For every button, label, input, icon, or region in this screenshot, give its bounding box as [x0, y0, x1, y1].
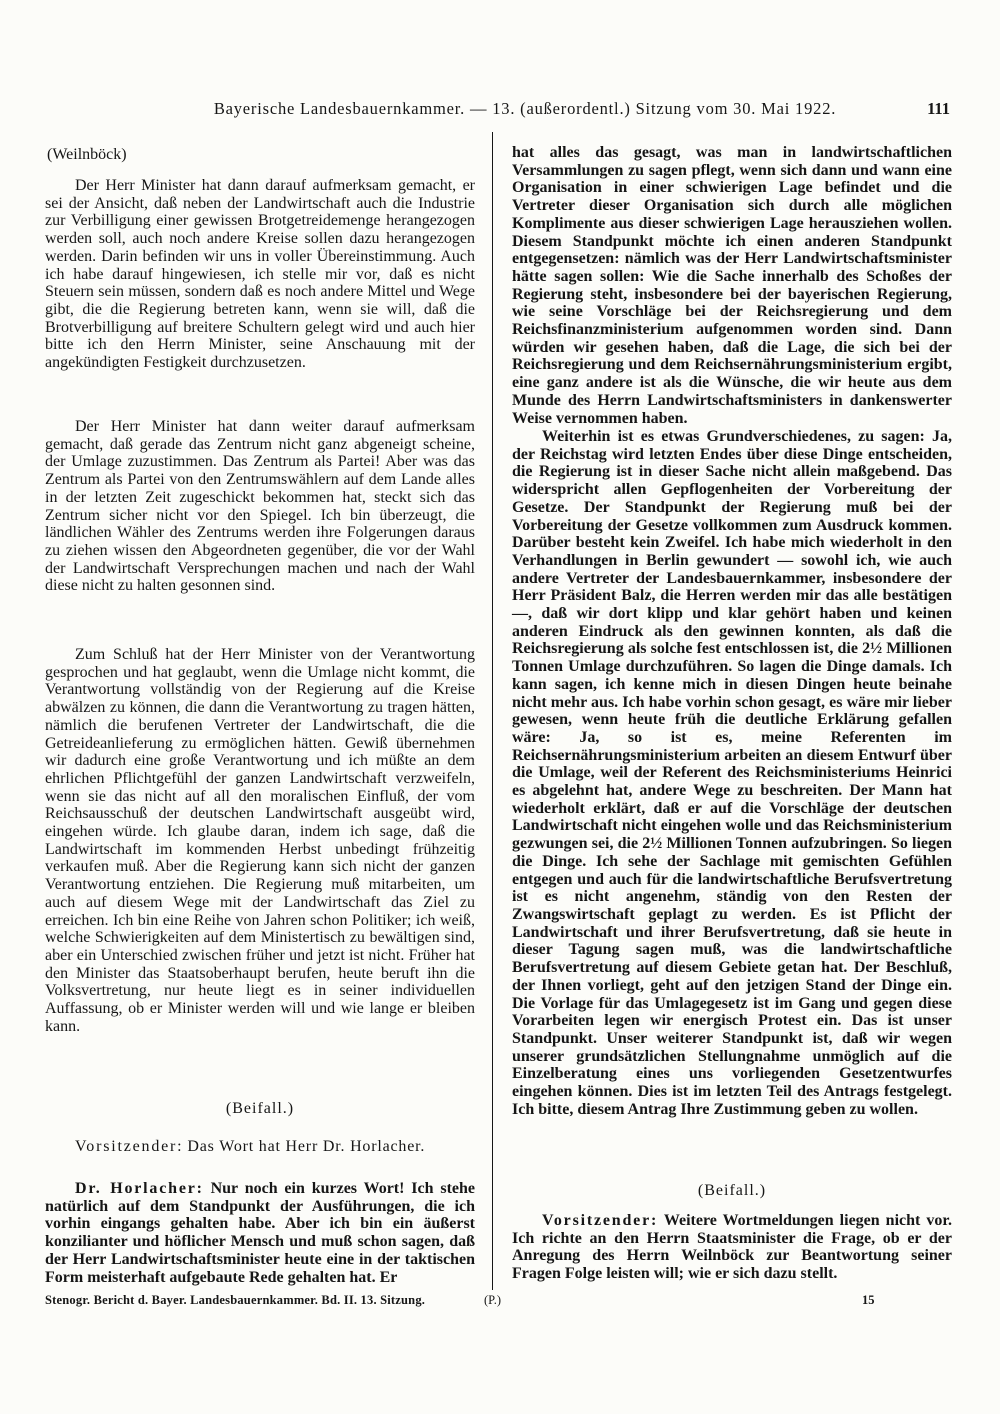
horlacher-speaker-name: Dr. Horlacher: — [75, 1180, 204, 1197]
speaker-tag: (Weilnböck) — [47, 146, 127, 163]
left-paragraph-1: Der Herr Minister hat dann darauf aufmerksam gemacht, er sei der Ansicht, daß neben der Landwirtschaft auch die Industrie zur Verbilligung einer gewissen Brotgetreidemenge herangezogen werden soll, auch noch andere Kreise sollen dazu herangezogen werden. Darin befinden wir uns in voller Übereinstimmung. Auch ich habe darauf hingewiesen, ich stelle mir vor, daß es nicht Steuern sein müssen, sondern daß es noch andere Mittel und Wege gibt, die die Regierung betreten kann, wenn sie will, daß die Brotverbilligung auf breitere Schultern gelegt wird und auch hier bitte ich den Herrn Minister, seine Anschauung mit der angekündigten Festigkeit durchzusetzen. — [45, 177, 475, 372]
chair-remark-right — [512, 1212, 952, 1283]
chair-speaker-name: Vorsitzender: — [75, 1138, 184, 1155]
horlacher-speech-text: Nur noch ein kurzes Wort! Ich stehe natürlich auf dem Standpunkt der Ausführungen, die ich vorhin eingangs gehalten habe. Aber ich bin ein äußerst konzilianter und höflicher Mensch und muß schon sagen, daß der Herr Landwirtschaftsminister heute eine in der taktischen Form meisterhaft aufgebaute Rede gehalten hat. Er — [45, 1180, 476, 1286]
right-applause-block — [512, 1182, 952, 1200]
running-header-title: Bayerische Landesbauernkammer. — 13. (außerordentl.) Sitzung vom 30. Mai 1922. — [213, 99, 837, 118]
left-applause-block — [45, 1100, 475, 1118]
left-chair-block — [45, 1138, 475, 1156]
right-paragraph-2-block — [512, 428, 952, 1118]
right-paragraph-1: hat alles das gesagt, was man in landwirtschaftlichen Versammlungen zu sagen pflegt, wenn sich dann und wann eine Organisation in einer schwierigen Lage befindet und die Vertreter dieser Organisation sich durch alle möglichen Komplimente aus dieser schwierigen Lage herausziehen wollen. Diesem Standpunkt möchte ich einen anderen Standpunkt entgegensetzen: nämlich was der Herr Landwirtschaftsminister hätte sagen sollen: Wie die Sache innerhalb des Schoßes der Regierung steht, insbesondere bei der bayerischen Regierung, wie seine Vorschläge bei der Reichsregierung und dem Reichsfinanzministerium aufgenommen worden sind. Dann würden wir gesehen haben, daß die Lage, die sich bei der Reichsregierung und dem Reichsernährungsministerium ergibt, eine ganz andere ist als die Wünsche, die wir heute aus dem Munde des Herrn Landwirtschaftsministers in dankenswerter Weise vernommen haben. — [512, 144, 952, 427]
chair-remark-left — [45, 1138, 475, 1156]
left-horlacher-block — [45, 1180, 475, 1286]
left-paragraph-2-block — [45, 418, 475, 595]
right-chair-block — [512, 1212, 952, 1283]
right-paragraph-1-block — [512, 144, 952, 427]
left-column-speaker-tag-block — [45, 146, 475, 164]
applause-note-right: (Beifall.) — [697, 1182, 767, 1199]
footer-printer-mark: (P.) — [484, 1293, 502, 1307]
left-paragraph-1-block — [45, 177, 475, 372]
left-paragraph-2: Der Herr Minister hat dann weiter darauf aufmerksam gemacht, daß gerade das Zentrum nicht ganz abgeneigt scheine, der Umlage zuzustimmen. Das Zentrum als Partei! Aber was das Zentrum als Partei von den Zentrumswählern auf dem Lande alles in der letzten Zeit zugeschickt bekommen hat, steckt sich das Zentrum sicher nicht vor den Spiegel. Ich bin überzeugt, die ländlichen Wähler des Zentrums werden ihre Folgerungen daraus zu ziehen wissen den Abgeordneten gegenüber, die vor der Wahl der Landwirtschaft Versprechungen machen und nach der Wahl diese nicht zu halten gesonnen sind. — [45, 418, 475, 595]
left-paragraph-3: Zum Schluß hat der Herr Minister von der Verantwortung gesprochen und hat geglaubt, wenn die Umlage nicht kommt, die Verantwortung vollständig von der Regierung auf die Kreise abwälzen zu können, die dann die Verantwortung zu tragen hätten, nämlich die berufenen Vertreter der Landwirtschaft, die die Getreideanlieferung zu ermöglichen hätten. Gewiß übernehmen wir dadurch eine große Verantwortung und ich müßte an dem ehrlichen Pflichtgefühl der ganzen Landwirtschaft verzweifeln, wenn sie das nicht auf all den moralischen Einfluß, der vom Reichsausschuß der deutschen Landwirtschaft ausgeübt wird, eingehen würde. Ich glaube daran, indem ich sage, daß die Landwirtschaft im kommenden Herbst unbedingt frühzeitig verkaufen muß. Aber die Regierung kann sich nicht der ganzen Verantwortung entziehen. Die Regierung muß mitarbeiten, um auch auf diesem Wege mit der Landwirtschaft das Ziel zu erreichen. Ich bin eine Reihe von Jahren schon Politiker; ich weiß, welche Schwierigkeiten auf dem Ministertisch zu bewältigen sind, aber ein Unterschied zwischen früher und jetzt ist nicht. Früher hat den Minister das Staatsoberhaupt berufen, heute beruft ihn die Volksvertretung, nur heute liegt es in seiner individuellen Auffassung, ob er Minister werden will und wie lange er bleiben kann. — [45, 646, 475, 1035]
chair-speaker-name-right: Vorsitzender: — [542, 1212, 659, 1229]
footer-source-line: Stenogr. Bericht d. Bayer. Landesbauernkammer. Bd. II. 13. Sitzung. — [45, 1293, 426, 1307]
applause-note-left: (Beifall.) — [225, 1100, 295, 1117]
left-paragraph-3-block — [45, 646, 475, 1035]
chair-remark-text-right: Weitere Wortmeldungen liegen nicht vor. Ich richte an den Herrn Staatsminister die Frage, ob er der Anregung des Herrn Weilnböck zur Beantwortung seiner Fragen Folge leisten will; wie er sich dazu stellt. — [512, 1212, 952, 1283]
footer-sheet-number: 15 — [862, 1293, 875, 1307]
column-divider — [492, 132, 493, 1290]
horlacher-speech — [45, 1180, 475, 1286]
right-paragraph-2: Weiterhin ist es etwas Grundverschiedenes, zu sagen: Ja, der Reichstag wird letzten Endes über diese Dinge entscheiden, die Regierung ist in dieser Sache nicht allein maßgebend. Das widerspricht allen Gepflogenheiten der Vorbereitung der Gesetze. Der Standpunkt der Regierung muß bei der Vorbereitung der Gesetze vollkommen zum Ausdruck kommen. Darüber besteht kein Zweifel. Ich habe mich wiederholt in den Verhandlungen in Berlin gewundert — sowohl ich, wie auch andere Vertreter der Landesbauernkammer, insbesondere der Herr Präsident Balz, die Herren werden mir das alle bestätigen —, daß wir dort klipp und klar gehört haben und keinen anderen Eindruck als den gewinnen konnten, als daß die Reichsregierung als solche fest entschlossen ist, die 2½ Millionen Tonnen Umlage durchzuführen. So lagen die Dinge damals. Ich kann sagen, ich kenne mich in diesen Dingen heute beinahe nicht mehr aus. Ich habe vorhin schon gesagt, es wäre mir lieber gewesen, wenn heute früh die deutliche Erklärung gefallen wäre: Ja, so ist es, meine Referenten im Reichsernährungsministerium arbeiten an diesem Entwurf über die Umlage, weil der Referent des Reichsministeriums Heinrici es abgelehnt hat, andere Wege zu beschreiten. Der Mann hat wiederholt erklärt, daß er auf die Vorschläge der deutschen Landwirtschaft nicht eingehen wolle und das Reichsministerium gezwungen sei, die 2½ Millionen Tonnen aufzubringen. So liegen die Dinge. Ich sehe der Sachlage mit gemischten Gefühlen entgegen und auch für die landwirtschaftliche Berufsvertretung ist es nicht angenehm, ständig von den Resten der Zwangswirtschaft geplagt zu werden. Es ist Pflicht der Landwirtschaft und ihrer Berufsvertretung, daß sie heute in dieser Tagung sagen muß, was die landwirtschaftliche Berufsvertretung auf diesem Gebiete getan hat. Der Beschluß, der Ihnen vorliegt, geht auf den jetzigen Stand der Dinge ein. Die Vorlage für das Umlagegesetz ist im Gang und gegen diese Vorarbeiten legen wir energisch Protest ein. Das ist unser Standpunkt. Unser weiterer Standpunkt ist, daß wir wegen unserer grundsätzlichen Stellungnahme unmöglich auf die Einzelberatung eines uns vorliegenden Gesetzentwurfes eingehen können. Dies ist im letzten Teil des Antrags festgelegt. Ich bitte, diesem Antrag Ihre Zustimmung geben zu wollen. — [512, 428, 952, 1118]
page-number: 111 — [927, 99, 950, 118]
chair-remark-text: Das Wort hat Herr Dr. Horlacher. — [187, 1138, 426, 1155]
